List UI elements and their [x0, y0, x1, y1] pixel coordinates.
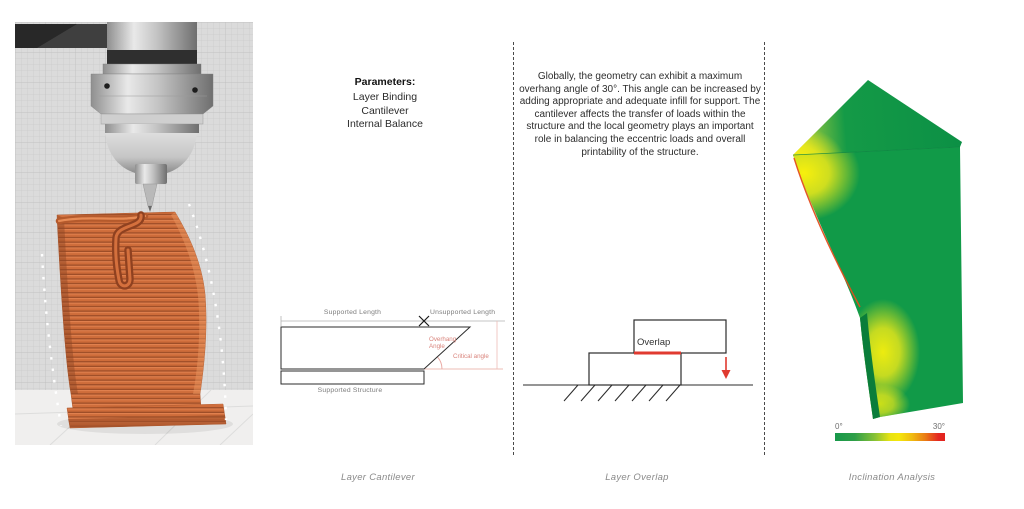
cantilever-diagram [275, 305, 510, 397]
divider-right [764, 42, 765, 455]
parameters-block [283, 76, 487, 132]
scale-min-label: 0° [835, 422, 843, 431]
caption-layer-cantilever: Layer Cantilever [341, 472, 415, 483]
parameter-item-layer-binding: Layer Binding [352, 91, 418, 103]
label-supported-structure: Supported Structure [317, 387, 383, 394]
label-unsupported-length: Unsupported Length [430, 309, 496, 316]
caption-layer-overlap: Layer Overlap [605, 472, 669, 483]
bottom-layer-rect [589, 353, 681, 385]
label-overlap: Overlap [637, 337, 671, 348]
ground-hatching [564, 385, 680, 401]
supported-structure-bar [281, 371, 424, 384]
description-text: Globally, the geometry can exhibit a maximum overhang angle of 30°. This angle can be increased by adding appropriate and adequate infill for support. The cantilever affects the transfer of loads within the structure and the local geometry plays an important role in balancing the eccentric loads and overall printability of the structure. [519, 71, 761, 158]
divider-left [513, 42, 514, 455]
label-overhang-angle: Overhang Angle [429, 336, 457, 351]
critical-angle-arc [437, 357, 442, 369]
parameters-title: Parameters: [354, 76, 416, 88]
label-supported-length: Supported Length [323, 309, 382, 316]
load-arrow-icon [722, 357, 731, 379]
scale-max-label: 30° [932, 422, 945, 431]
parameter-item-internal-balance: Internal Balance [347, 118, 423, 130]
overlap-diagram [520, 315, 760, 420]
inclination-color-scale [835, 433, 945, 441]
caption-inclination-analysis: Inclination Analysis [848, 472, 936, 483]
printer-photo [15, 22, 253, 445]
inclination-analysis-figure [780, 70, 980, 430]
parameter-item-cantilever: Cantilever [361, 104, 409, 117]
label-critical-angle: Critical angle [453, 353, 489, 360]
